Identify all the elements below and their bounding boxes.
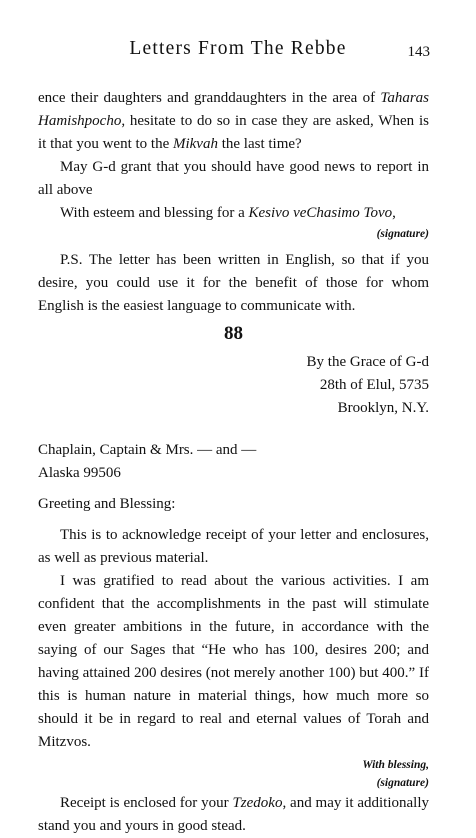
italic-term: Taharas Hamishpocho [38, 90, 429, 129]
text-run: the last time? [217, 136, 302, 152]
letter-number: 88 [224, 323, 243, 344]
previous-letter-continuation [38, 87, 429, 318]
italic-term: Tzedoko [232, 795, 283, 811]
address-line: Chaplain, Captain & Mrs. — and — [38, 442, 257, 458]
dateline-place: Brooklyn, N.Y. [337, 400, 429, 416]
signature-note: (signature) [376, 228, 429, 240]
text-run: ence their daughters and granddaughters in the area of [38, 90, 381, 106]
signature-note: (signature) [376, 777, 429, 789]
running-header-title: Letters From The Rebbe [129, 38, 347, 59]
page-number: 143 [407, 44, 430, 60]
text-run: With esteem and blessing for a [60, 205, 249, 221]
dateline-line: By the Grace of G-d [306, 354, 429, 370]
postscript-paragraph: P.S. The letter has been written in English, so that if you desire, you could use it for the benefit of those for whom English is the easiest language to communicate with. [38, 252, 429, 314]
text-run: , [392, 205, 396, 221]
letter-88 [38, 322, 429, 838]
dateline-date: 28th of Elul, 5735 [319, 377, 429, 393]
greeting: Greeting and Blessing: [38, 496, 176, 512]
italic-term: Kesivo veChasimo Tovo [248, 205, 393, 221]
closing-paragraph [38, 202, 429, 225]
text-run: , and may it additionally stand you and yours in good stead. [38, 795, 430, 834]
closing-blessing: With blessing, [362, 759, 429, 771]
italic-term: Mikvah [172, 136, 218, 152]
address-line: Alaska 99506 [38, 465, 121, 481]
continuation-paragraph [38, 87, 429, 156]
text-run: Receipt is enclosed for your [60, 795, 233, 811]
letter-paragraph: This is to acknowledge receipt of your letter and enclosures, as well as previous material. [38, 527, 429, 566]
blessing-paragraph: May G-d grant that you should have good news to report in all above [38, 159, 429, 198]
letter-paragraph [38, 792, 429, 838]
letter-paragraph: I was gratified to read about the various activities. I am confident that the accomplishments in the past will stimulate even greater ambitions in the future, in accordance with the saying of our Sages that “He who has 100, desires 200; and having attained 200 desires (not merely another 100) but 400.” If this is human nature in material things, how much more so should it be in regard to real and eternal values of Torah and Mitzvos. [38, 573, 429, 750]
text-run: , hesitate to do so in case they are asked, When is it that you went to the [38, 113, 429, 152]
